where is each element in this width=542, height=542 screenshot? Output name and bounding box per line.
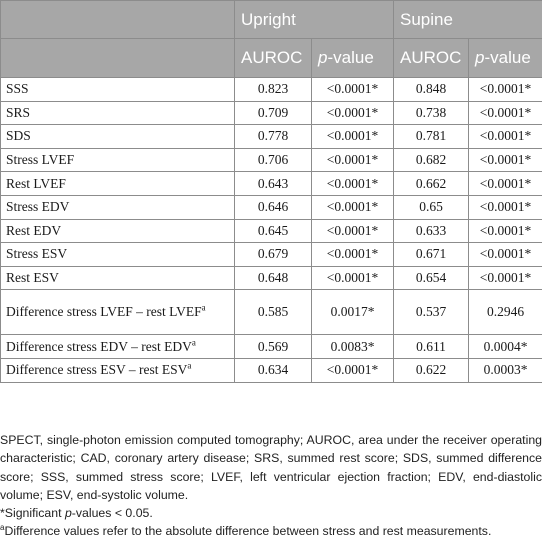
upright-pvalue-cell: 0.0083* bbox=[312, 335, 394, 359]
header-upright-pvalue bbox=[312, 39, 394, 78]
supine-auroc-cell: 0.622 bbox=[394, 358, 469, 382]
header-row-groups bbox=[1, 1, 542, 39]
upright-auroc-cell: 0.778 bbox=[235, 125, 312, 149]
supine-auroc-cell: 0.537 bbox=[394, 290, 469, 335]
row-label-footnote-marker: a bbox=[187, 360, 192, 371]
row-label bbox=[1, 266, 235, 290]
supine-auroc-cell: 0.848 bbox=[394, 78, 469, 102]
row-label bbox=[1, 195, 235, 219]
upright-pvalue-cell: <0.0001* bbox=[312, 78, 394, 102]
upright-auroc-cell: 0.585 bbox=[235, 290, 312, 335]
table-row bbox=[1, 195, 542, 219]
upright-auroc-cell: 0.634 bbox=[235, 358, 312, 382]
row-label bbox=[1, 172, 235, 196]
upright-pvalue-cell: <0.0001* bbox=[312, 195, 394, 219]
supine-pvalue-cell: <0.0001* bbox=[469, 219, 542, 243]
upright-pvalue-cell: <0.0001* bbox=[312, 266, 394, 290]
row-label bbox=[1, 78, 235, 102]
footnote-difference bbox=[0, 522, 542, 540]
row-label bbox=[1, 101, 235, 125]
header-supine: Supine bbox=[394, 1, 542, 39]
upright-pvalue-cell: <0.0001* bbox=[312, 125, 394, 149]
row-label-text: Rest LVEF bbox=[6, 175, 66, 191]
header-supine-auroc: AUROC bbox=[394, 39, 469, 78]
upright-pvalue-cell: <0.0001* bbox=[312, 101, 394, 125]
supine-pvalue-cell: <0.0001* bbox=[469, 125, 542, 149]
supine-auroc-cell: 0.781 bbox=[394, 125, 469, 149]
header-p-italic: p bbox=[318, 48, 328, 67]
table-row bbox=[1, 78, 542, 102]
upright-auroc-cell: 0.643 bbox=[235, 172, 312, 196]
supine-pvalue-cell: 0.2946 bbox=[469, 290, 542, 335]
footnote-sig-italic: p bbox=[64, 506, 72, 521]
row-label bbox=[1, 219, 235, 243]
footnote-significance bbox=[0, 504, 542, 522]
table-row bbox=[1, 243, 542, 267]
row-label-text: Stress LVEF bbox=[6, 152, 75, 168]
row-label bbox=[1, 290, 235, 335]
upright-pvalue-cell: <0.0001* bbox=[312, 243, 394, 267]
header-p-suffix: -value bbox=[484, 48, 531, 67]
upright-pvalue-cell: <0.0001* bbox=[312, 148, 394, 172]
header-p-italic: p bbox=[475, 48, 485, 67]
header-upright: Upright bbox=[235, 1, 394, 39]
supine-pvalue-cell: 0.0004* bbox=[469, 335, 542, 359]
upright-auroc-cell: 0.645 bbox=[235, 219, 312, 243]
table-row bbox=[1, 266, 542, 290]
upright-auroc-cell: 0.648 bbox=[235, 266, 312, 290]
upright-auroc-cell: 0.679 bbox=[235, 243, 312, 267]
table-row bbox=[1, 358, 542, 382]
upright-pvalue-cell: 0.0017* bbox=[312, 290, 394, 335]
row-label bbox=[1, 148, 235, 172]
footnote-sig-suffix: -values < 0.05. bbox=[71, 506, 153, 521]
row-label-text: Rest ESV bbox=[6, 270, 59, 286]
row-label-text: Difference stress ESV – rest ESV bbox=[6, 362, 188, 378]
supine-auroc-cell: 0.611 bbox=[394, 335, 469, 359]
table-row bbox=[1, 101, 542, 125]
supine-pvalue-cell: <0.0001* bbox=[469, 243, 542, 267]
table-footnotes bbox=[0, 431, 542, 541]
row-label-text: Rest EDV bbox=[6, 222, 62, 238]
upright-pvalue-cell: <0.0001* bbox=[312, 358, 394, 382]
row-label-footnote-marker: a bbox=[191, 337, 196, 348]
supine-pvalue-cell: <0.0001* bbox=[469, 195, 542, 219]
header-row-columns bbox=[1, 39, 542, 78]
footnote-abbreviations: SPECT, single-photon emission computed tomography; AUROC, area under the receiver operating characteristic; CAD, coronary artery disease; SRS, summed rest score; SDS, summed difference score; SSS, summed stress score; LVEF, left ventricular ejection fraction; EDV, end-diastolic volume; ESV, end-systolic volume. bbox=[0, 433, 542, 502]
footnote-sig-prefix: *Significant bbox=[0, 506, 65, 521]
row-label bbox=[1, 125, 235, 149]
upright-auroc-cell: 0.709 bbox=[235, 101, 312, 125]
supine-pvalue-cell: <0.0001* bbox=[469, 148, 542, 172]
row-label-text: SRS bbox=[6, 104, 31, 120]
table-row bbox=[1, 125, 542, 149]
supine-pvalue-cell: <0.0001* bbox=[469, 172, 542, 196]
row-label bbox=[1, 358, 235, 382]
row-label-text: SSS bbox=[6, 81, 29, 97]
row-label-text: Difference stress LVEF – rest LVEF bbox=[6, 304, 202, 320]
row-label-text: Stress ESV bbox=[6, 246, 68, 262]
table-row bbox=[1, 148, 542, 172]
header-empty-cell bbox=[1, 1, 235, 39]
footnote-diff-text: Difference values refer to the absolute difference between stress and rest measurements. bbox=[4, 524, 492, 539]
supine-auroc-cell: 0.738 bbox=[394, 101, 469, 125]
row-label-text: Difference stress EDV – rest EDV bbox=[6, 338, 192, 354]
header-upright-auroc: AUROC bbox=[235, 39, 312, 78]
supine-auroc-cell: 0.654 bbox=[394, 266, 469, 290]
supine-pvalue-cell: <0.0001* bbox=[469, 78, 542, 102]
row-label-footnote-marker: a bbox=[201, 302, 206, 313]
upright-auroc-cell: 0.646 bbox=[235, 195, 312, 219]
table-row bbox=[1, 335, 542, 359]
row-label bbox=[1, 335, 235, 359]
table-body bbox=[1, 78, 542, 383]
supine-auroc-cell: 0.65 bbox=[394, 195, 469, 219]
table-row bbox=[1, 219, 542, 243]
supine-auroc-cell: 0.662 bbox=[394, 172, 469, 196]
upright-auroc-cell: 0.823 bbox=[235, 78, 312, 102]
upright-pvalue-cell: <0.0001* bbox=[312, 172, 394, 196]
upright-pvalue-cell: <0.0001* bbox=[312, 219, 394, 243]
row-label bbox=[1, 243, 235, 267]
table-row bbox=[1, 290, 542, 335]
table-row bbox=[1, 172, 542, 196]
header-supine-pvalue bbox=[469, 39, 542, 78]
upright-auroc-cell: 0.706 bbox=[235, 148, 312, 172]
supine-pvalue-cell: <0.0001* bbox=[469, 101, 542, 125]
header-empty-cell bbox=[1, 39, 235, 78]
footnote-diff-marker: a bbox=[0, 523, 5, 533]
row-label-text: SDS bbox=[6, 128, 31, 144]
row-label-text: Stress EDV bbox=[6, 199, 70, 215]
header-p-suffix: -value bbox=[327, 48, 374, 67]
supine-auroc-cell: 0.682 bbox=[394, 148, 469, 172]
supine-pvalue-cell: <0.0001* bbox=[469, 266, 542, 290]
supine-pvalue-cell: 0.0003* bbox=[469, 358, 542, 382]
supine-auroc-cell: 0.671 bbox=[394, 243, 469, 267]
supine-auroc-cell: 0.633 bbox=[394, 219, 469, 243]
upright-auroc-cell: 0.569 bbox=[235, 335, 312, 359]
